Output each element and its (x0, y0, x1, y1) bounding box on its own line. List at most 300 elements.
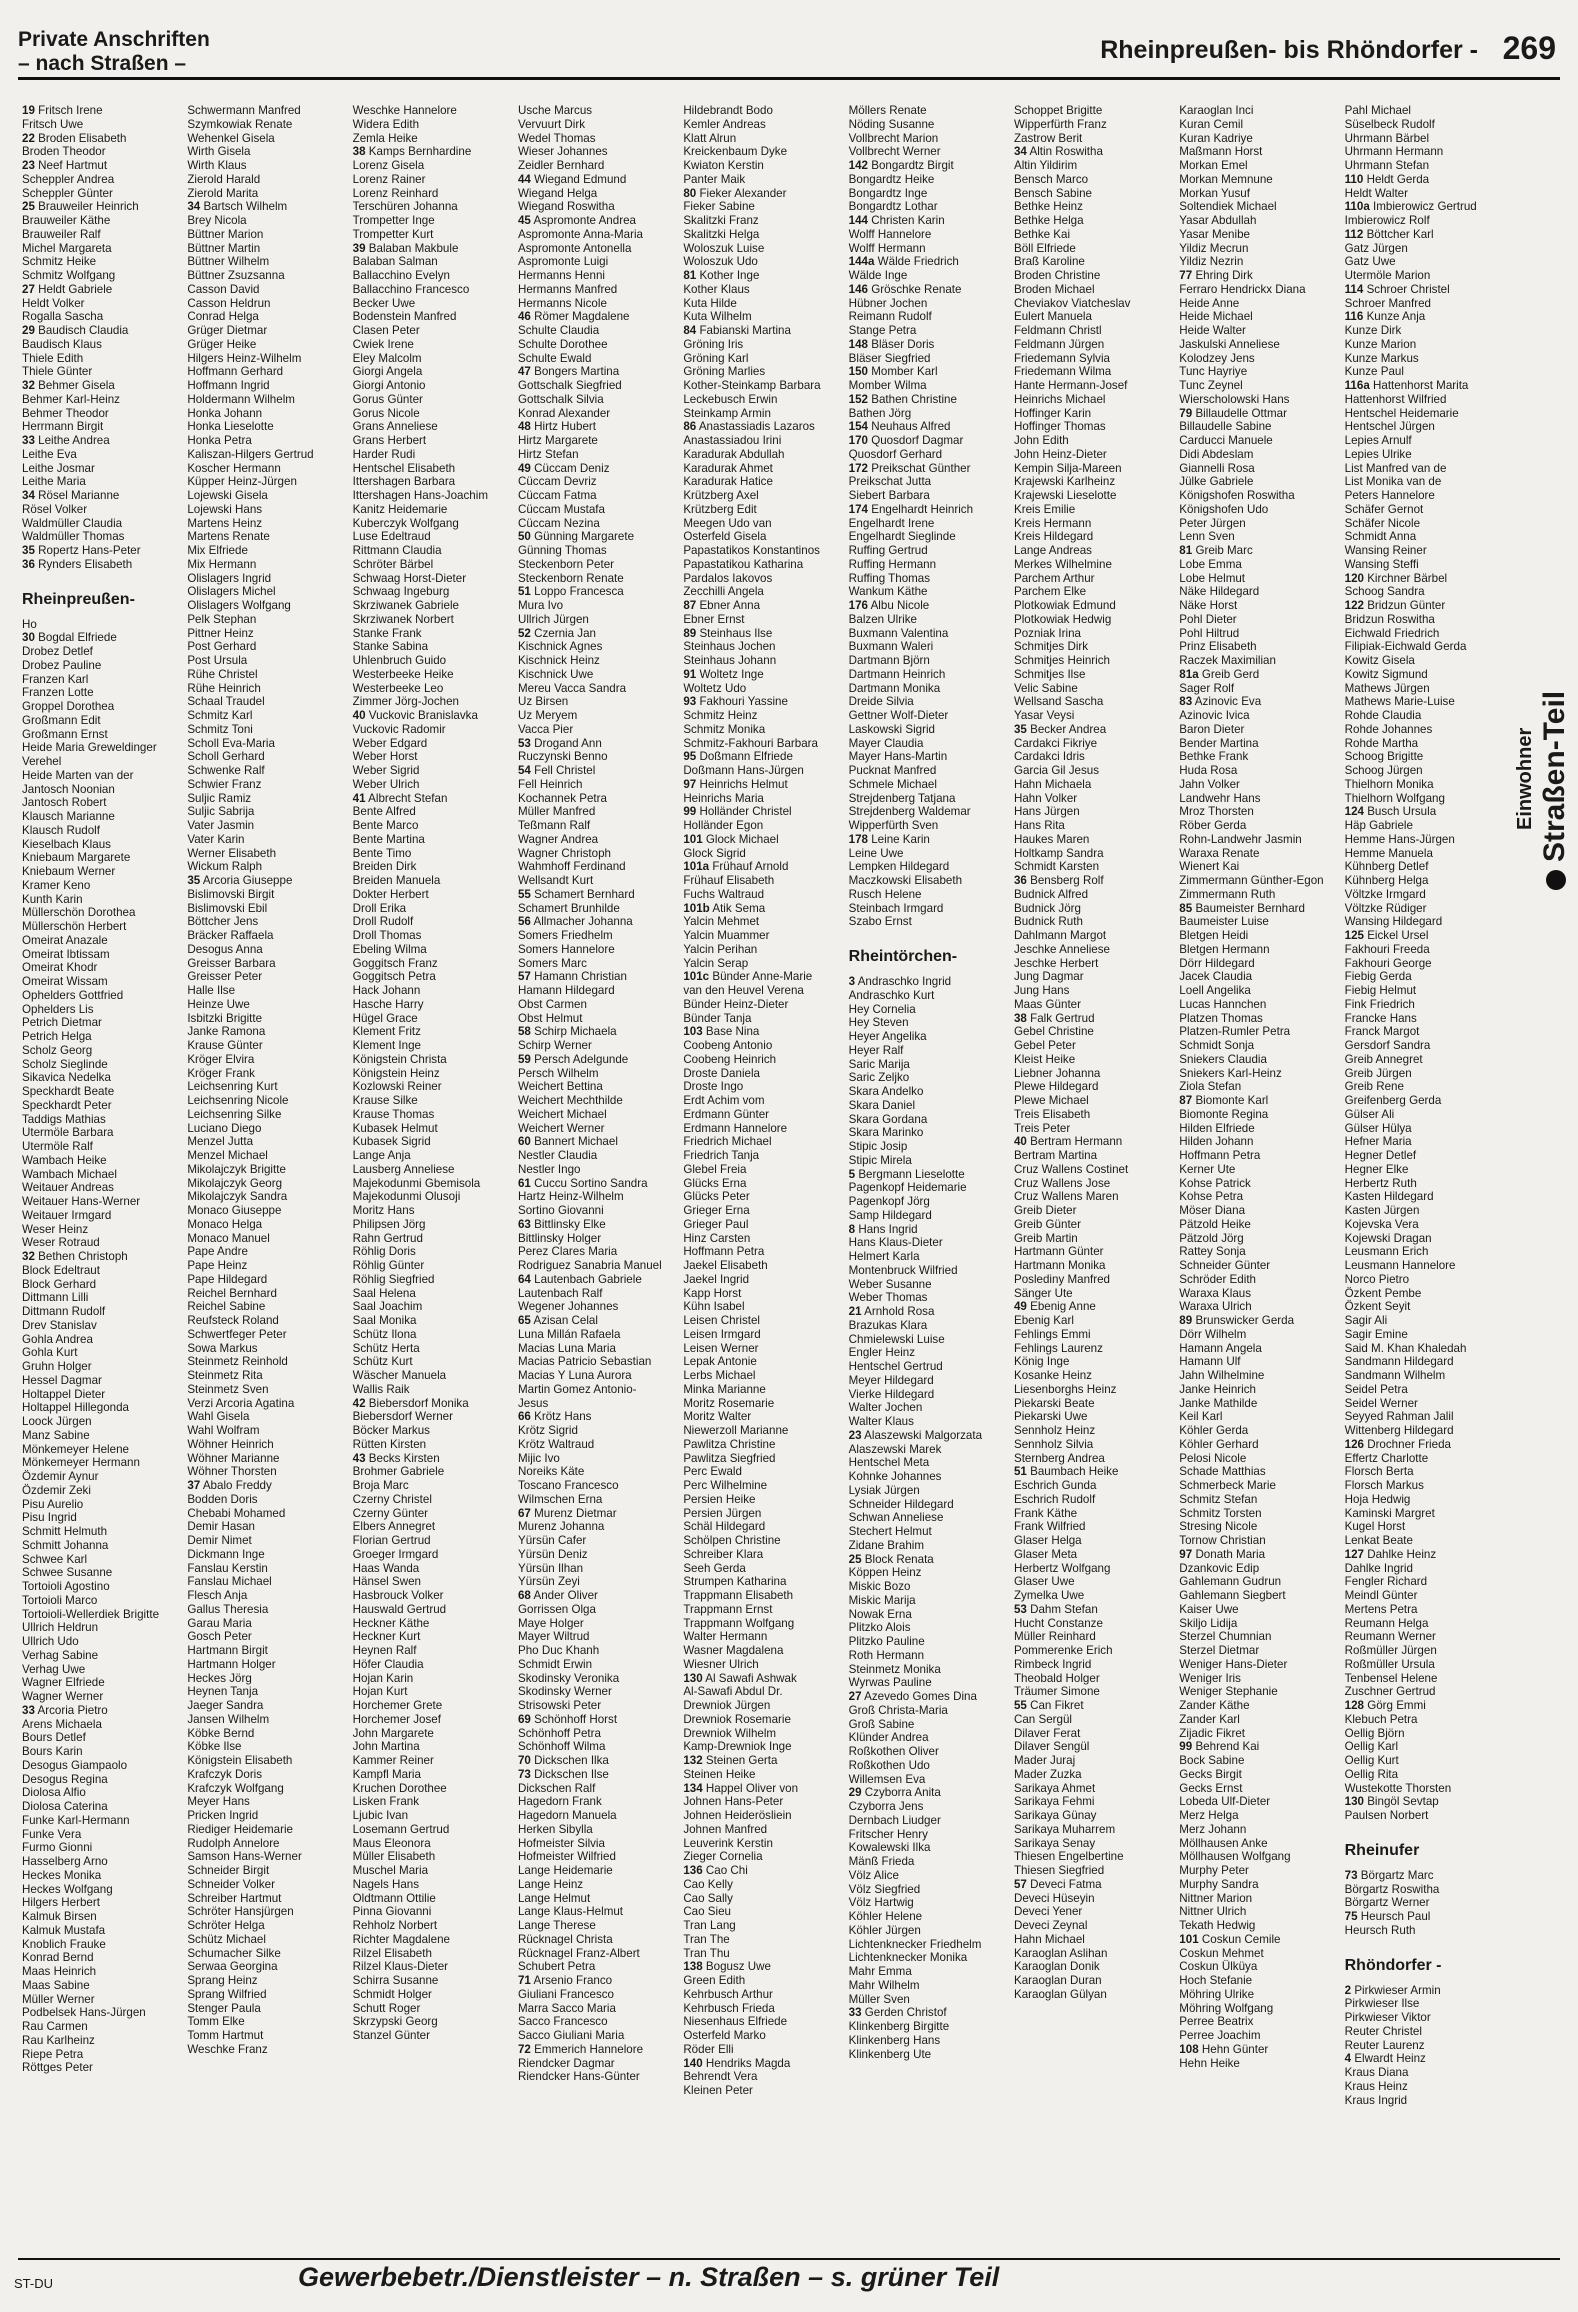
resident-entry (187, 888, 342, 902)
resident-entry (1345, 1383, 1500, 1397)
resident-name: Kuran Cemil (1179, 117, 1244, 131)
resident-entry (187, 847, 342, 861)
resident-entry (22, 187, 177, 201)
resident-entry (849, 1470, 1004, 1484)
resident-entry (353, 530, 508, 544)
resident-entry (518, 407, 673, 421)
resident-name: Hilden Elfriede (1179, 1121, 1255, 1135)
resident-entry (683, 929, 838, 943)
footer-code: ST-DU (14, 2276, 53, 2291)
resident-name: List Manfred van de (1344, 461, 1447, 475)
resident-entry (1179, 2043, 1334, 2057)
resident-entry (683, 1287, 838, 1301)
resident-entry (1179, 145, 1334, 159)
house-number: 114 (1344, 282, 1364, 296)
resident-entry (1014, 379, 1169, 393)
resident-entry (1014, 1974, 1169, 1988)
resident-entry (1014, 1589, 1169, 1603)
resident-name: Mahr Emma (848, 1965, 912, 1978)
resident-name: Lange Heidemarie (517, 1864, 613, 1877)
resident-name: Schäfer Gernot (1344, 502, 1424, 516)
resident-entry (518, 737, 673, 751)
resident-name: Cao Sieu (683, 1905, 732, 1919)
resident-name: Heckes Monika (22, 1868, 102, 1882)
resident-entry (1345, 1039, 1500, 1053)
resident-name: Hessel Dagmar (22, 1373, 102, 1387)
resident-name: Norco Pietro (1344, 1272, 1410, 1286)
resident-name: Köhler Gerhard (1179, 1437, 1259, 1451)
resident-entry (1179, 998, 1334, 1012)
resident-entry (353, 173, 508, 187)
resident-name: Scheppler Andrea (22, 172, 115, 186)
resident-name: Baumbach Heike (1030, 1465, 1119, 1479)
resident-entry (518, 572, 673, 586)
resident-name: Ebner Anna (699, 599, 761, 612)
resident-name: John Martina (352, 1740, 420, 1754)
resident-entry (187, 1438, 342, 1452)
house-number: 150 (848, 365, 868, 379)
resident-name: Lenkat Beate (1344, 1534, 1413, 1547)
resident-name: Hasbrouck Volker (352, 1589, 444, 1602)
resident-entry (353, 1438, 508, 1452)
resident-name: Heynen Ralf (352, 1644, 417, 1657)
resident-name: Hemme Manuela (1344, 846, 1433, 860)
resident-name: Yasar Veysi (1013, 709, 1075, 722)
resident-name: Pirkwieser Viktor (1344, 2011, 1431, 2024)
resident-name: Gatz Uwe (1344, 255, 1396, 269)
resident-entry (187, 214, 342, 228)
resident-entry (683, 104, 838, 118)
house-number: 138 (683, 1960, 703, 1974)
resident-entry (353, 860, 508, 874)
resident-entry (353, 503, 508, 517)
resident-name: Reichel Sabine (187, 1300, 266, 1314)
resident-name: Herbertz Wolfgang (1013, 1561, 1111, 1575)
resident-entry (187, 173, 342, 187)
resident-entry (1345, 737, 1500, 751)
resident-entry (1345, 1768, 1500, 1782)
resident-entry (683, 1397, 838, 1411)
resident-entry (1179, 1589, 1334, 1603)
resident-entry (353, 1823, 508, 1837)
resident-name: Bensch Sabine (1013, 186, 1092, 200)
resident-name: Gohla Andrea (22, 1332, 93, 1346)
resident-name: Meyer Hildegard (848, 1373, 934, 1387)
resident-entry (1014, 1520, 1169, 1534)
resident-entry (22, 1126, 177, 1140)
house-number: 34 (22, 489, 35, 502)
resident-name: Gülser Hülya (1344, 1121, 1412, 1135)
resident-name: Bethke Kai (1013, 227, 1071, 241)
resident-entry (849, 489, 1004, 503)
resident-name: Fiebig Gerda (1344, 970, 1412, 984)
resident-name: Rudolph Annelore (187, 1836, 280, 1850)
resident-name: Francke Hans (1344, 1011, 1417, 1025)
resident-name: Green Edith (683, 1974, 746, 1987)
resident-name: Coobeng Antonio (683, 1039, 773, 1052)
resident-entry (1014, 544, 1169, 558)
resident-name: Gerden Christof (864, 2006, 947, 2020)
resident-name: Alaszewski Malgorzata (864, 1428, 983, 1442)
resident-name: Müller Elisabeth (352, 1850, 436, 1864)
directory-column (1175, 104, 1340, 2250)
resident-entry (849, 1085, 1004, 1099)
resident-entry (849, 517, 1004, 531)
resident-entry (1179, 1878, 1334, 1892)
resident-entry (353, 2015, 508, 2029)
resident-name: Philipsen Jörg (352, 1217, 426, 1231)
resident-entry (1179, 1740, 1334, 1754)
resident-entry (187, 1053, 342, 1067)
resident-name: Möllhausen Anke (1179, 1836, 1268, 1850)
resident-entry (22, 1498, 177, 1512)
resident-name: Erdt Achim vom (683, 1094, 765, 1107)
resident-entry (849, 420, 1004, 434)
resident-name: Holtkamp Sandra (1013, 846, 1104, 860)
resident-entry (1345, 764, 1500, 778)
resident-entry (518, 1713, 673, 1727)
resident-name: Köppen Heinz (848, 1566, 922, 1580)
resident-entry (187, 1782, 342, 1796)
resident-name: Block Edeltraut (22, 1263, 100, 1277)
resident-entry (849, 1181, 1004, 1195)
resident-name: Altin Yildirim (1013, 159, 1078, 172)
resident-name: Sternberg Andrea (1013, 1451, 1105, 1465)
resident-entry (518, 627, 673, 641)
resident-entry (1014, 1878, 1169, 1892)
resident-name: Strumpen Katharina (683, 1575, 787, 1589)
resident-entry (1345, 1924, 1500, 1938)
resident-entry (1014, 1823, 1169, 1837)
resident-entry (683, 1204, 838, 1218)
resident-entry (1014, 489, 1169, 503)
resident-name: Engler Heinz (848, 1346, 916, 1360)
resident-name: Steinmetz Reinhold (187, 1355, 288, 1369)
resident-name: Lange Anja (352, 1149, 411, 1162)
resident-entry (1345, 214, 1500, 228)
resident-name: Bongardtz Lothar (848, 200, 938, 214)
resident-name: Dahlke Heinz (1367, 1547, 1437, 1561)
resident-entry (187, 1259, 342, 1273)
resident-entry (1014, 1397, 1169, 1411)
resident-entry (1014, 805, 1169, 819)
resident-name: Bente Martina (352, 832, 425, 846)
resident-entry (187, 1575, 342, 1589)
bullet-icon (1546, 870, 1566, 890)
resident-name: Skalitzki Helga (683, 227, 760, 241)
resident-name: Persch Wilhelm (517, 1066, 599, 1080)
resident-name: Walter Klaus (848, 1415, 914, 1428)
resident-entry (518, 1892, 673, 1906)
resident-entry (22, 544, 177, 558)
resident-name: Hermanns Manfred (517, 282, 618, 296)
resident-entry (518, 1039, 673, 1053)
resident-name: Deveci Yener (1013, 1905, 1083, 1919)
resident-name: Krafczyk Wolfgang (187, 1781, 284, 1795)
resident-entry (1179, 613, 1334, 627)
resident-entry (683, 1383, 838, 1397)
resident-entry (1345, 1782, 1500, 1796)
resident-name: Becker Andrea (1030, 722, 1107, 736)
house-number: 70 (517, 1754, 531, 1767)
resident-entry (1345, 2094, 1500, 2108)
resident-name: Karaoglan Gülyan (1013, 1987, 1107, 2001)
resident-entry (1179, 1300, 1334, 1314)
house-number: 136 (683, 1864, 703, 1877)
resident-name: Meegen Udo van (683, 516, 772, 530)
house-number: 51 (517, 585, 531, 599)
resident-name: Verhag Sabine (22, 1648, 99, 1662)
resident-entry (1179, 1782, 1334, 1796)
resident-entry (187, 1080, 342, 1094)
resident-entry (1345, 847, 1500, 861)
resident-entry (1179, 819, 1334, 833)
resident-entry (187, 860, 342, 874)
resident-entry (353, 1850, 508, 1864)
resident-entry (849, 1071, 1004, 1085)
house-number: 35 (187, 874, 201, 887)
resident-entry (849, 530, 1004, 544)
resident-entry (1345, 379, 1500, 393)
resident-entry (353, 365, 508, 379)
resident-entry (849, 118, 1004, 132)
resident-name: Müllerschön Herbert (22, 920, 127, 933)
resident-name: Cüccam Nezina (517, 516, 600, 530)
resident-entry (187, 2043, 342, 2057)
resident-name: Rau Carmen (22, 2020, 88, 2033)
directory-column (679, 104, 844, 2250)
resident-entry (1345, 970, 1500, 984)
resident-entry (1345, 957, 1500, 971)
resident-entry (849, 1484, 1004, 1498)
resident-entry (353, 1245, 508, 1259)
resident-name: Balaban Salman (352, 255, 438, 269)
resident-entry (22, 503, 177, 517)
resident-name: Klinkenberg Birgitte (848, 2020, 950, 2033)
resident-entry (187, 104, 342, 118)
house-number: 56 (517, 915, 531, 929)
resident-entry (849, 902, 1004, 916)
resident-name: Rücknagel Franz-Albert (517, 1946, 640, 1960)
resident-entry (22, 558, 177, 572)
resident-name: Holländer Christel (699, 805, 792, 819)
resident-entry (353, 1603, 508, 1617)
resident-name: Bittlinsky Holger (517, 1231, 602, 1245)
resident-entry (22, 1553, 177, 1567)
resident-entry (22, 2006, 177, 2020)
resident-name: Moritz Rosemarie (683, 1396, 775, 1410)
resident-name: Balaban Makbule (368, 241, 459, 255)
resident-entry (518, 132, 673, 146)
resident-name: Bridzun Roswitha (1344, 612, 1435, 626)
resident-entry (353, 310, 508, 324)
resident-entry (518, 448, 673, 462)
resident-entry (1014, 159, 1169, 173)
resident-entry (683, 1452, 838, 1466)
resident-entry (683, 998, 838, 1012)
resident-entry (1179, 558, 1334, 572)
resident-entry (518, 1933, 673, 1947)
house-number: 45 (517, 214, 531, 227)
house-number: 73 (517, 1767, 531, 1781)
resident-name: Kunze Paul (1344, 365, 1404, 379)
resident-name: Reumann Helga (1344, 1616, 1429, 1630)
resident-entry (518, 269, 673, 283)
resident-name: Sandmann Wilhelm (1344, 1369, 1446, 1382)
resident-name: Riendcker Dagmar (517, 2056, 615, 2070)
resident-name: Schmitz Stefan (1179, 1492, 1258, 1506)
resident-name: Fehlings Laurenz (1013, 1341, 1103, 1355)
resident-name: Heide Walter (1179, 324, 1246, 337)
resident-entry (187, 1397, 342, 1411)
resident-entry (683, 558, 838, 572)
resident-name: Skiljo Lidija (1179, 1616, 1238, 1630)
resident-entry (1014, 242, 1169, 256)
resident-name: Liebner Johanna (1013, 1066, 1101, 1080)
resident-entry (518, 1080, 673, 1094)
resident-entry (849, 1099, 1004, 1113)
resident-entry (353, 1067, 508, 1081)
resident-name: Waraxa Renate (1179, 846, 1260, 860)
resident-name: Hilgers Herbert (22, 1896, 100, 1910)
resident-entry (1345, 819, 1500, 833)
house-number: 40 (1013, 1135, 1027, 1149)
resident-entry (353, 984, 508, 998)
resident-name: Perc Ewald (683, 1465, 742, 1479)
resident-name: Völtzke Irmgard (1344, 887, 1426, 901)
resident-entry (187, 283, 342, 297)
resident-name: Wansing Reiner (1344, 544, 1427, 557)
resident-entry (187, 379, 342, 393)
resident-entry (683, 2043, 838, 2057)
resident-name: Scholz Georg (22, 1043, 93, 1057)
resident-name: Giorgi Antonio (352, 379, 426, 392)
resident-name: Frühauf Arnold (712, 860, 789, 874)
resident-name: Bergmann Lieselotte (858, 1167, 965, 1181)
resident-entry (849, 2048, 1004, 2062)
house-number: 33 (22, 434, 35, 447)
resident-name: Perc Wilhelmine (683, 1479, 768, 1492)
resident-name: Heide Anne (1179, 296, 1240, 310)
resident-name: Stenger Paula (187, 2001, 261, 2015)
resident-entry (187, 558, 342, 572)
resident-entry (518, 1672, 673, 1686)
resident-entry (1179, 915, 1334, 929)
resident-name: Scholl Eva-Maria (187, 736, 275, 750)
resident-entry (683, 723, 838, 737)
resident-entry (518, 1864, 673, 1878)
resident-name: Schmidt Karsten (1013, 860, 1100, 874)
resident-name: Minka Marianne (683, 1382, 766, 1396)
resident-name: Cüccam Mustafa (517, 502, 605, 516)
resident-name: Gottschalk Siegfried (517, 379, 622, 392)
resident-name: Krafczyk Doris (187, 1767, 263, 1781)
house-number: 57 (517, 970, 531, 984)
resident-entry (22, 824, 177, 838)
resident-entry (518, 173, 673, 187)
resident-name: Kleinen Peter (683, 2084, 753, 2097)
resident-entry (187, 462, 342, 476)
resident-name: Peters Hannelore (1344, 489, 1435, 502)
resident-entry (683, 1837, 838, 1851)
resident-entry (849, 627, 1004, 641)
resident-name: Heinrichs Maria (683, 791, 764, 805)
resident-entry (683, 1809, 838, 1823)
resident-entry (849, 1360, 1004, 1374)
resident-name: Tortoioli Marco (22, 1593, 98, 1607)
resident-name: Weniger Stephanie (1179, 1685, 1278, 1699)
resident-entry (1014, 1465, 1169, 1479)
resident-name: Dickmann Inge (187, 1547, 265, 1561)
resident-entry (353, 1122, 508, 1136)
resident-name: Glaser Meta (1013, 1547, 1078, 1561)
resident-entry (683, 847, 838, 861)
resident-name: Obst Helmut (517, 1011, 583, 1025)
resident-name: Pawlitza Siegfried (683, 1451, 776, 1465)
resident-entry (1179, 1094, 1334, 1108)
resident-name: Müller Sven (848, 1992, 910, 2006)
resident-entry (22, 1608, 177, 1622)
resident-name: Reufsteck Roland (187, 1314, 279, 1327)
resident-name: Soltendiek Michael (1179, 200, 1277, 214)
resident-name: Schmitz Heike (22, 255, 97, 269)
resident-name: Oellig Björn (1344, 1726, 1405, 1740)
resident-entry (1014, 1039, 1169, 1053)
resident-name: Hermanns Nicole (517, 296, 607, 310)
resident-entry (1014, 737, 1169, 751)
resident-name: Thiesen Engelbertine (1013, 1850, 1124, 1864)
resident-name: Reichel Bernhard (187, 1286, 277, 1300)
resident-name: Rynders Elisabeth (38, 557, 133, 571)
resident-entry (187, 297, 342, 311)
resident-name: Konrad Alexander (517, 406, 611, 420)
resident-name: Eley Malcolm (352, 351, 422, 365)
resident-entry (683, 1479, 838, 1493)
resident-name: Schwee Karl (22, 1552, 88, 1566)
resident-name: Kother Inge (699, 269, 760, 282)
resident-entry (683, 1520, 838, 1534)
resident-name: Röhlig Siegfried (352, 1272, 435, 1286)
resident-name: Teßmann Ralf (517, 819, 591, 832)
resident-entry (22, 1938, 177, 1952)
resident-name: Monaco Giuseppe (187, 1204, 282, 1217)
resident-name: Pinna Giovanni (352, 1905, 432, 1919)
resident-entry (22, 1099, 177, 1113)
resident-name: Hans Ingrid (858, 1222, 918, 1236)
resident-entry (849, 1594, 1004, 1608)
resident-entry (1179, 407, 1334, 421)
resident-entry (1179, 159, 1334, 173)
resident-name: Müllerschön Dorothea (22, 906, 136, 920)
resident-name: Kischnick Heinz (517, 654, 600, 667)
resident-name: Johnen Heiderösliein (683, 1809, 792, 1822)
resident-name: Möllhausen Wolfgang (1179, 1850, 1291, 1864)
resident-name: Bender Martina (1179, 736, 1259, 750)
resident-name: Skalitzki Franz (683, 214, 759, 227)
house-number: 97 (683, 777, 697, 791)
resident-entry (683, 1342, 838, 1356)
resident-entry (187, 1988, 342, 2002)
side-tab (1506, 600, 1578, 920)
resident-name: Großmann Ernst (22, 727, 108, 741)
resident-entry (353, 1878, 508, 1892)
resident-name: Wipperfürth Sven (848, 819, 939, 832)
resident-entry (353, 998, 508, 1012)
resident-name: Bock Sabine (1179, 1754, 1245, 1767)
resident-name: Hegner Elke (1344, 1162, 1409, 1176)
resident-name: Krajewski Karlheinz (1013, 475, 1116, 489)
resident-entry (1345, 1080, 1500, 1094)
